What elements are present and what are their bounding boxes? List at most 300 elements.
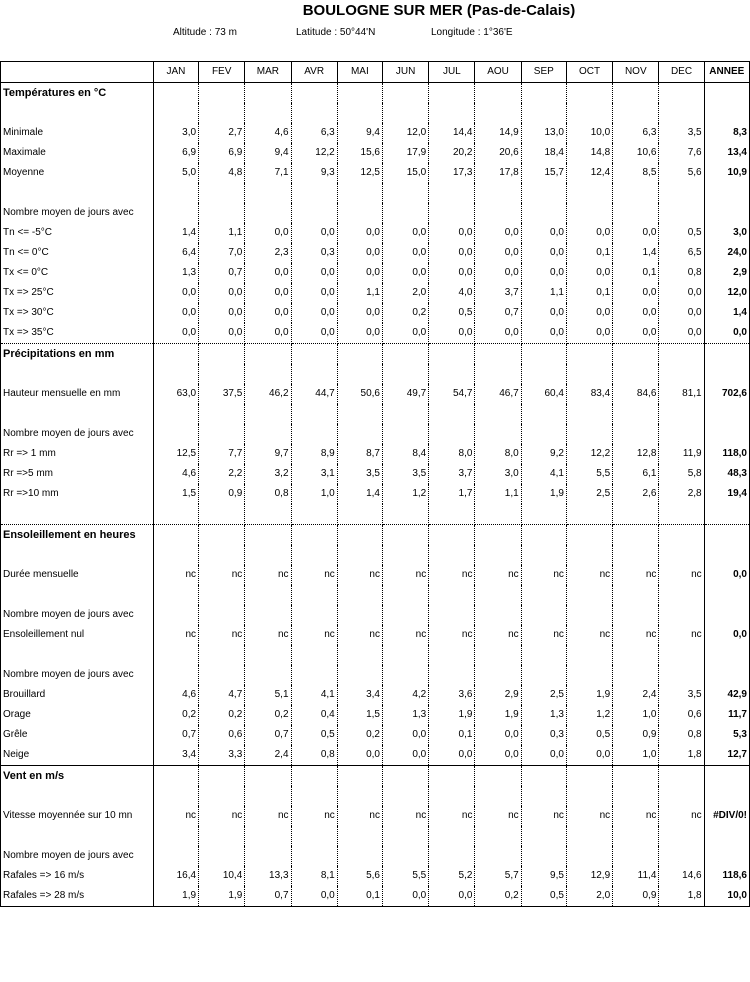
value-cell: 20,6 <box>475 143 521 163</box>
value-cell <box>566 364 612 384</box>
value-cell: 0,1 <box>337 886 382 907</box>
value-cell <box>521 826 566 846</box>
value-cell: nc <box>337 806 382 826</box>
value-cell: 15,0 <box>382 163 428 183</box>
table-row <box>1 886 750 907</box>
value-cell: 3,1 <box>291 464 337 484</box>
value-cell <box>613 424 659 444</box>
month-header-mar: MAR <box>245 62 291 83</box>
value-cell: nc <box>337 565 382 585</box>
table-row <box>1 323 750 344</box>
value-cell: 0,0 <box>199 323 245 344</box>
value-cell: 3,4 <box>337 685 382 705</box>
value-cell <box>613 665 659 685</box>
value-cell: 0,0 <box>153 303 198 323</box>
value-cell <box>382 826 428 846</box>
value-cell <box>566 605 612 625</box>
value-cell <box>613 846 659 866</box>
value-cell: 0,5 <box>429 303 475 323</box>
value-cell <box>337 424 382 444</box>
value-cell: 0,0 <box>199 283 245 303</box>
annual-value: 0,0 <box>704 625 749 645</box>
value-cell <box>337 404 382 424</box>
value-cell: 7,6 <box>659 143 704 163</box>
value-cell: 4,1 <box>521 464 566 484</box>
value-cell <box>521 585 566 605</box>
value-cell: 12,9 <box>566 866 612 886</box>
value-cell: 14,8 <box>566 143 612 163</box>
value-cell: 3,5 <box>659 123 704 143</box>
value-cell <box>291 846 337 866</box>
value-cell <box>382 846 428 866</box>
spacer-row <box>1 786 750 806</box>
table-row <box>1 625 750 645</box>
value-cell: 9,5 <box>521 866 566 886</box>
value-cell <box>566 103 612 123</box>
row-label: Nombre moyen de jours avec <box>1 605 154 625</box>
value-cell <box>382 786 428 806</box>
value-cell: 9,3 <box>291 163 337 183</box>
value-cell <box>199 545 245 565</box>
value-cell <box>291 344 337 365</box>
value-cell <box>291 545 337 565</box>
value-cell <box>659 585 704 605</box>
value-cell: 8,7 <box>337 444 382 464</box>
value-cell: 15,6 <box>337 143 382 163</box>
section-title: Ensoleillement en heures <box>1 525 154 546</box>
table-row <box>1 384 750 404</box>
value-cell <box>337 203 382 223</box>
row-label: Hauteur mensuelle en mm <box>1 384 154 404</box>
row-label: Rafales => 28 m/s <box>1 886 154 907</box>
value-cell <box>291 83 337 104</box>
value-cell: 14,9 <box>475 123 521 143</box>
annual-value: 5,3 <box>704 725 749 745</box>
value-cell <box>153 404 198 424</box>
value-cell: 6,1 <box>613 464 659 484</box>
value-cell <box>153 504 198 525</box>
value-cell <box>521 504 566 525</box>
value-cell: 0,0 <box>291 303 337 323</box>
value-cell: 9,2 <box>521 444 566 464</box>
header-label-cell <box>1 62 154 83</box>
value-cell <box>153 545 198 565</box>
value-cell: 4,8 <box>199 163 245 183</box>
value-cell: 0,8 <box>245 484 291 504</box>
value-cell: nc <box>291 565 337 585</box>
value-cell: 0,2 <box>475 886 521 907</box>
value-cell: 0,0 <box>382 725 428 745</box>
value-cell: 2,6 <box>613 484 659 504</box>
value-cell: 1,0 <box>613 705 659 725</box>
value-cell: 1,5 <box>153 484 198 504</box>
value-cell: 0,0 <box>521 323 566 344</box>
annual-value <box>704 665 749 685</box>
value-cell <box>521 83 566 104</box>
row-label: Tx => 35°C <box>1 323 154 344</box>
row-label: Ensoleillement nul <box>1 625 154 645</box>
value-cell: 0,0 <box>429 223 475 243</box>
value-cell: nc <box>566 806 612 826</box>
value-cell <box>659 846 704 866</box>
value-cell: nc <box>382 806 428 826</box>
annual-value <box>704 404 749 424</box>
value-cell: 83,4 <box>566 384 612 404</box>
annual-value: 702,6 <box>704 384 749 404</box>
value-cell <box>521 645 566 665</box>
spacer-row <box>1 203 750 223</box>
value-cell <box>382 545 428 565</box>
value-cell <box>153 585 198 605</box>
month-header-nov: NOV <box>613 62 659 83</box>
value-cell <box>291 585 337 605</box>
value-cell: nc <box>521 565 566 585</box>
value-cell <box>291 364 337 384</box>
table-row <box>1 223 750 243</box>
value-cell <box>337 364 382 384</box>
value-cell <box>153 103 198 123</box>
value-cell: 37,5 <box>199 384 245 404</box>
value-cell <box>429 183 475 203</box>
value-cell: 0,4 <box>291 705 337 725</box>
value-cell <box>613 525 659 546</box>
value-cell <box>566 645 612 665</box>
value-cell <box>245 203 291 223</box>
value-cell: 0,0 <box>337 243 382 263</box>
value-cell: 0,0 <box>291 263 337 283</box>
value-cell: 14,6 <box>659 866 704 886</box>
value-cell: 15,7 <box>521 163 566 183</box>
longitude-label: Longitude : 1°36'E <box>431 27 513 38</box>
value-cell <box>291 786 337 806</box>
section-title: Précipitations en mm <box>1 344 154 365</box>
value-cell <box>566 344 612 365</box>
row-label <box>1 645 154 665</box>
value-cell <box>199 404 245 424</box>
annual-value <box>704 846 749 866</box>
value-cell: 0,0 <box>429 323 475 344</box>
value-cell <box>659 183 704 203</box>
value-cell: 0,0 <box>337 323 382 344</box>
value-cell <box>382 766 428 787</box>
value-cell: 17,9 <box>382 143 428 163</box>
row-label: Nombre moyen de jours avec <box>1 424 154 444</box>
value-cell <box>566 585 612 605</box>
value-cell <box>566 545 612 565</box>
annual-value: 1,4 <box>704 303 749 323</box>
value-cell <box>613 645 659 665</box>
value-cell <box>337 545 382 565</box>
value-cell: 8,1 <box>291 866 337 886</box>
value-cell: 2,8 <box>659 484 704 504</box>
value-cell <box>337 786 382 806</box>
annual-value <box>704 766 749 787</box>
value-cell <box>659 83 704 104</box>
value-cell: 1,8 <box>659 745 704 766</box>
value-cell <box>475 766 521 787</box>
value-cell <box>245 525 291 546</box>
value-cell: 1,9 <box>475 705 521 725</box>
value-cell: 0,0 <box>291 886 337 907</box>
value-cell: 12,2 <box>291 143 337 163</box>
value-cell <box>613 344 659 365</box>
value-cell <box>521 545 566 565</box>
value-cell: 8,4 <box>382 444 428 464</box>
row-label: Maximale <box>1 143 154 163</box>
value-cell: 0,2 <box>153 705 198 725</box>
value-cell <box>475 605 521 625</box>
value-cell: 0,0 <box>659 303 704 323</box>
value-cell: 1,9 <box>429 705 475 725</box>
table-row <box>1 143 750 163</box>
value-cell: 0,7 <box>199 263 245 283</box>
value-cell <box>659 103 704 123</box>
annual-value: 42,9 <box>704 685 749 705</box>
value-cell <box>566 525 612 546</box>
value-cell: 2,3 <box>245 243 291 263</box>
annual-value: 10,9 <box>704 163 749 183</box>
value-cell: 13,3 <box>245 866 291 886</box>
row-label <box>1 364 154 384</box>
value-cell: 0,5 <box>521 886 566 907</box>
spacer-row <box>1 545 750 565</box>
row-label: Rr =>10 mm <box>1 484 154 504</box>
value-cell <box>245 183 291 203</box>
value-cell <box>337 826 382 846</box>
row-label: Moyenne <box>1 163 154 183</box>
value-cell <box>245 846 291 866</box>
value-cell: 8,0 <box>429 444 475 464</box>
value-cell <box>245 83 291 104</box>
value-cell <box>291 103 337 123</box>
value-cell: 3,0 <box>153 123 198 143</box>
value-cell <box>382 424 428 444</box>
value-cell <box>429 203 475 223</box>
value-cell <box>429 545 475 565</box>
value-cell <box>153 665 198 685</box>
value-cell: 11,9 <box>659 444 704 464</box>
value-cell: nc <box>613 565 659 585</box>
value-cell <box>245 103 291 123</box>
value-cell: 0,6 <box>199 725 245 745</box>
annual-value: 13,4 <box>704 143 749 163</box>
value-cell: 1,1 <box>475 484 521 504</box>
table-row <box>1 866 750 886</box>
value-cell <box>429 103 475 123</box>
value-cell: 0,0 <box>337 303 382 323</box>
value-cell <box>199 364 245 384</box>
value-cell: nc <box>429 806 475 826</box>
climate-table <box>0 61 750 907</box>
value-cell: 44,7 <box>291 384 337 404</box>
value-cell <box>291 766 337 787</box>
value-cell: 5,5 <box>382 866 428 886</box>
annual-value: 48,3 <box>704 464 749 484</box>
value-cell <box>521 424 566 444</box>
value-cell: nc <box>659 625 704 645</box>
value-cell: 5,6 <box>659 163 704 183</box>
value-cell: 5,7 <box>475 866 521 886</box>
section-header-row <box>1 83 750 104</box>
annual-value <box>704 344 749 365</box>
section-header-row <box>1 766 750 787</box>
value-cell: 0,2 <box>245 705 291 725</box>
value-cell: 0,0 <box>291 283 337 303</box>
value-cell: 3,2 <box>245 464 291 484</box>
value-cell: 12,4 <box>566 163 612 183</box>
value-cell <box>659 766 704 787</box>
section-title: Vent en m/s <box>1 766 154 787</box>
value-cell <box>153 344 198 365</box>
value-cell <box>613 545 659 565</box>
altitude-label: Altitude : 73 m <box>173 27 237 38</box>
value-cell <box>337 344 382 365</box>
value-cell <box>153 786 198 806</box>
value-cell <box>153 364 198 384</box>
value-cell <box>659 424 704 444</box>
spacer-row <box>1 183 750 203</box>
value-cell: 0,9 <box>613 886 659 907</box>
value-cell: nc <box>659 806 704 826</box>
value-cell <box>475 525 521 546</box>
row-label: Rr =>5 mm <box>1 464 154 484</box>
value-cell: 4,6 <box>245 123 291 143</box>
value-cell <box>613 585 659 605</box>
value-cell: 0,5 <box>659 223 704 243</box>
month-header-jul: JUL <box>429 62 475 83</box>
value-cell <box>475 846 521 866</box>
value-cell: 46,2 <box>245 384 291 404</box>
value-cell: 0,0 <box>475 725 521 745</box>
value-cell: 81,1 <box>659 384 704 404</box>
value-cell <box>245 605 291 625</box>
value-cell <box>382 344 428 365</box>
value-cell <box>382 525 428 546</box>
value-cell: 6,3 <box>613 123 659 143</box>
value-cell <box>199 645 245 665</box>
value-cell <box>199 424 245 444</box>
value-cell <box>382 645 428 665</box>
value-cell: 0,0 <box>337 263 382 283</box>
spacer-row <box>1 585 750 605</box>
value-cell: 9,4 <box>245 143 291 163</box>
spacer-row <box>1 504 750 525</box>
spacer-row <box>1 404 750 424</box>
value-cell: 6,3 <box>291 123 337 143</box>
value-cell: 3,3 <box>199 745 245 766</box>
value-cell <box>659 545 704 565</box>
month-header-aou: AOU <box>475 62 521 83</box>
value-cell: 0,0 <box>566 263 612 283</box>
value-cell: nc <box>429 565 475 585</box>
value-cell: 0,0 <box>475 745 521 766</box>
value-cell: nc <box>613 625 659 645</box>
value-cell <box>659 645 704 665</box>
annual-value: 2,9 <box>704 263 749 283</box>
value-cell: 0,2 <box>382 303 428 323</box>
table-row <box>1 123 750 143</box>
value-cell: 1,9 <box>153 886 198 907</box>
value-cell <box>566 404 612 424</box>
value-cell: 0,0 <box>382 263 428 283</box>
value-cell: 0,0 <box>613 283 659 303</box>
value-cell <box>659 605 704 625</box>
value-cell: 2,9 <box>475 685 521 705</box>
table-row <box>1 303 750 323</box>
value-cell: 0,2 <box>199 705 245 725</box>
value-cell: 1,3 <box>153 263 198 283</box>
value-cell <box>382 183 428 203</box>
value-cell: 1,4 <box>613 243 659 263</box>
value-cell: 10,6 <box>613 143 659 163</box>
value-cell <box>521 203 566 223</box>
table-row <box>1 806 750 826</box>
value-cell: 0,0 <box>566 303 612 323</box>
spacer-row <box>1 605 750 625</box>
value-cell: 14,4 <box>429 123 475 143</box>
value-cell <box>659 504 704 525</box>
annual-value <box>704 103 749 123</box>
page-title: BOULOGNE SUR MER (Pas-de-Calais) <box>302 2 576 19</box>
value-cell <box>613 183 659 203</box>
value-cell: 0,2 <box>337 725 382 745</box>
value-cell: 1,7 <box>429 484 475 504</box>
row-label <box>1 404 154 424</box>
value-cell: 0,0 <box>337 223 382 243</box>
row-label <box>1 103 154 123</box>
value-cell: 4,2 <box>382 685 428 705</box>
value-cell: 3,0 <box>475 464 521 484</box>
row-label <box>1 545 154 565</box>
annual-value: 118,6 <box>704 866 749 886</box>
value-cell <box>613 203 659 223</box>
value-cell: 4,6 <box>153 685 198 705</box>
value-cell: 1,2 <box>566 705 612 725</box>
value-cell: 1,5 <box>337 705 382 725</box>
value-cell: 0,0 <box>245 283 291 303</box>
row-label: Tn <= 0°C <box>1 243 154 263</box>
row-label <box>1 585 154 605</box>
value-cell: 0,0 <box>429 886 475 907</box>
value-cell <box>429 585 475 605</box>
value-cell: 0,9 <box>199 484 245 504</box>
value-cell <box>475 364 521 384</box>
value-cell: nc <box>199 565 245 585</box>
value-cell: 0,0 <box>659 283 704 303</box>
value-cell: 2,7 <box>199 123 245 143</box>
value-cell: 1,9 <box>566 685 612 705</box>
value-cell: 0,0 <box>245 303 291 323</box>
section-title: Températures en °C <box>1 83 154 104</box>
header-row <box>1 62 750 83</box>
row-label: Rr => 1 mm <box>1 444 154 464</box>
annual-value: 10,0 <box>704 886 749 907</box>
value-cell <box>475 103 521 123</box>
value-cell: nc <box>245 625 291 645</box>
annual-value <box>704 645 749 665</box>
value-cell: 2,2 <box>199 464 245 484</box>
value-cell <box>382 585 428 605</box>
value-cell: 18,4 <box>521 143 566 163</box>
value-cell <box>245 504 291 525</box>
value-cell: 0,0 <box>429 263 475 283</box>
row-label: Rafales => 16 m/s <box>1 866 154 886</box>
row-label: Tx => 30°C <box>1 303 154 323</box>
value-cell <box>566 203 612 223</box>
month-header-fev: FEV <box>199 62 245 83</box>
value-cell: 0,0 <box>521 263 566 283</box>
row-label <box>1 183 154 203</box>
